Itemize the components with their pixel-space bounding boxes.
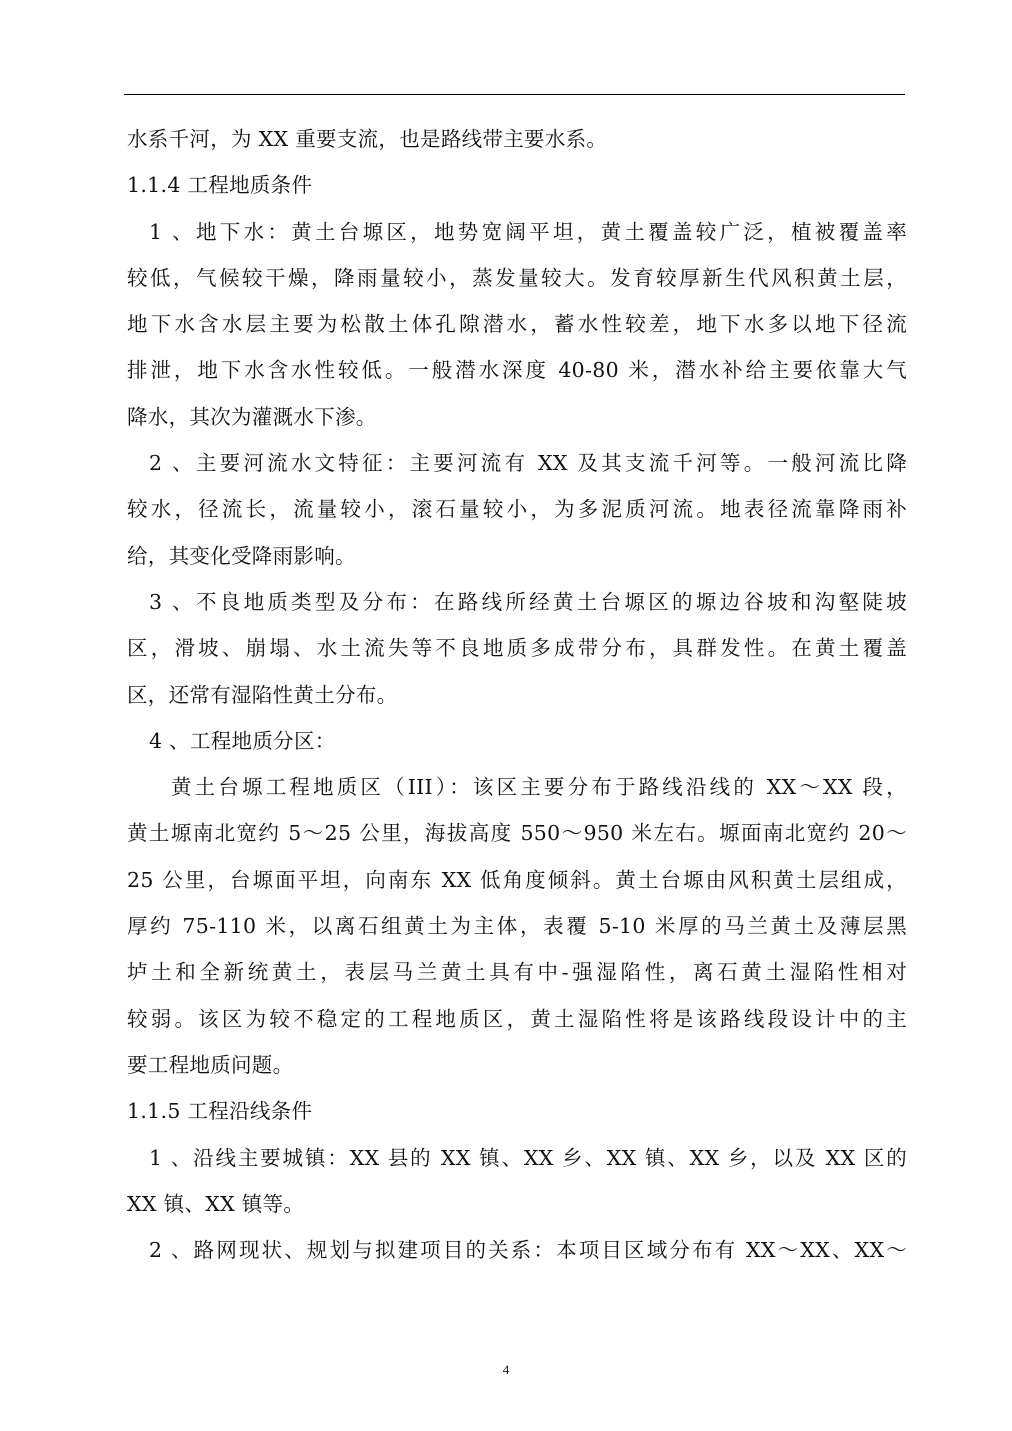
page-number: 4 (502, 1362, 510, 1377)
text-line-6: 排泄，地下水含水性较低。一般潜水深度 40-80 米，潜水补给主要依靠大气 (127, 358, 907, 383)
text-line-8: 2 、主要河流水文特征：主要河流有 XX 及其支流千河等。一般河流比降 (149, 451, 907, 476)
text-line-18: 厚约 75-110 米，以离石组黄土为主体，表覆 5-10 米厚的马兰黄土及薄层黑 (127, 914, 907, 939)
text-line-12: 区，滑坡、崩塌、水土流失等不良地质多成带分布，具群发性。在黄土覆盖 (127, 636, 907, 661)
text-line-20: 较弱。该区为较不稳定的工程地质区，黄土湿陷性将是该路线段设计中的主 (127, 1006, 907, 1031)
text-line-16: 黄土塬南北宽约 5～25 公里，海拔高度 550～950 米左右。塬面南北宽约 20～ (127, 821, 907, 846)
text-line-9: 较水，径流长，流量较小，滚石量较小，为多泥质河流。地表径流靠降雨补 (127, 497, 907, 522)
text-line-1: 水系千河，为 XX 重要支流，也是路线带主要水系。 (127, 127, 608, 151)
text-line-3: 1 、地下水：黄土台塬区，地势宽阔平坦，黄土覆盖较广泛，植被覆盖率 (149, 219, 907, 244)
section-heading-1-1-4: 1.1.4 工程地质条件 (127, 173, 313, 198)
text-line-11: 3 、不良地质类型及分布：在路线所经黄土台塬区的塬边谷坡和沟壑陡坡 (149, 589, 907, 614)
text-line-13: 区，还常有湿陷性黄土分布。 (127, 682, 398, 707)
text-line-24: XX 镇、XX 镇等。 (127, 1191, 305, 1216)
text-line-21: 要工程地质问题。 (127, 1052, 294, 1077)
text-line-14: 4 、工程地质分区： (149, 728, 336, 753)
text-line-25: 2 、路网现状、规划与拟建项目的关系：本项目区域分布有 XX～XX、XX～ (149, 1238, 907, 1263)
text-line-23: 1 、沿线主要城镇：XX 县的 XX 镇、XX 乡、XX 镇、XX 乡，以及 XX 区的 (149, 1145, 907, 1170)
text-line-4: 较低，气候较干燥，降雨量较小，蒸发量较大。发育较厚新生代风积黄土层， (127, 265, 907, 290)
text-line-19: 垆土和全新统黄土，表层马兰黄土具有中-强湿陷性，离石黄土湿陷性相对 (127, 960, 907, 985)
text-line-5: 地下水含水层主要为松散土体孔隙潜水，蓄水性较差，地下水多以地下径流 (127, 312, 907, 337)
document-body (127, 116, 907, 1273)
text-line-7: 降水，其次为灌溉水下渗。 (127, 404, 377, 429)
text-line-10: 给，其变化受降雨影响。 (127, 543, 356, 568)
text-line-17: 25 公里，台塬面平坦，向南东 XX 低角度倾斜。黄土台塬由风积黄土层组成， (127, 867, 907, 892)
section-heading-1-1-5: 1.1.5 工程沿线条件 (127, 1099, 313, 1124)
text-line-15: 黄土台塬工程地质区（III）：该区主要分布于路线沿线的 XX～XX 段， (171, 775, 907, 800)
header-rule (124, 94, 905, 95)
